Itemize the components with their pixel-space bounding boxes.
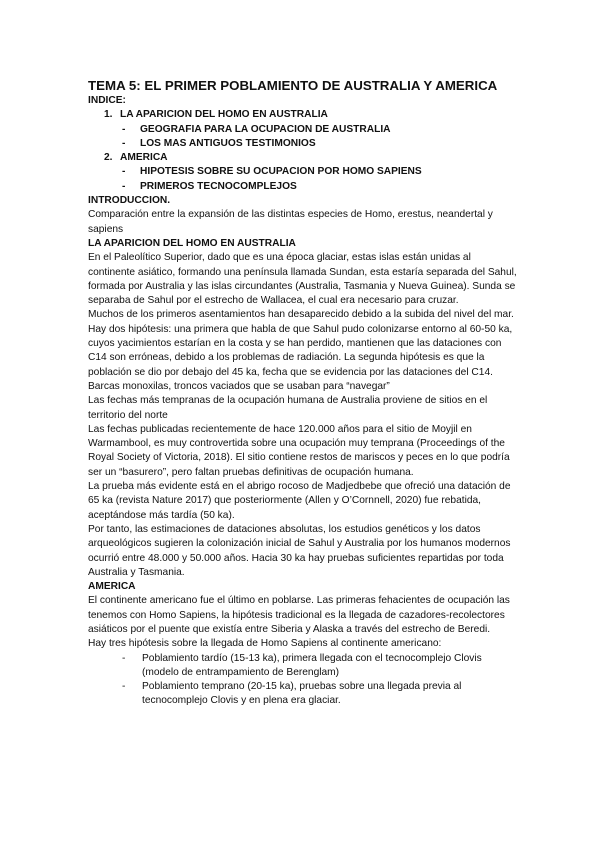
paragraph: Muchos de los primeros asentamientos han desaparecido debido a la subida del nivel del mar. Hay dos hipótesis: una primera que habla de que Sahul pudo colonizarse entorno al 60-50 ka, cuyos yacimientos estarían en la costa y se han perdido, mantienen que las dataciones con C14 son erróneas, debido a los problemas de radiación. La segunda hipótesis es que la población se dio por debajo del 45 ka, fecha que se evidencia por las dataciones del C14. bbox=[88, 309, 514, 378]
index-item-label: AMERICA bbox=[120, 152, 168, 164]
index-subitem-label: LOS MAS ANTIGUOS TESTIMONIOS bbox=[140, 137, 316, 149]
dash-bullet: - bbox=[122, 180, 126, 192]
document-body bbox=[88, 77, 518, 709]
list-item-text: Poblamiento temprano (20-15 ka), pruebas sobre una llegada previa al tecnocomplejo Clovis y en plena era glaciar. bbox=[142, 681, 462, 707]
dash-bullet: - bbox=[122, 137, 126, 149]
index-subitem bbox=[88, 123, 518, 137]
index-subitem-label: HIPOTESIS SOBRE SU OCUPACION POR HOMO SAPIENS bbox=[140, 166, 422, 178]
paragraph: Barcas monoxilas, troncos vaciados que se usaban para “navegar” bbox=[88, 380, 390, 392]
america-heading: AMERICA bbox=[88, 581, 136, 593]
paragraph: Las fechas más tempranas de la ocupación humana de Australia proviene de sitios en el territorio del norte bbox=[88, 395, 488, 421]
dash-bullet: - bbox=[122, 681, 126, 693]
dash-bullet: - bbox=[122, 166, 126, 178]
hypothesis-list bbox=[88, 652, 518, 709]
paragraph: El continente americano fue el último en poblarse. Las primeras fehacientes de ocupación las tenemos con Homo Sapiens, la hipótesis tradicional es la llegada de cazadores-recolectores asiáticos por el puente que existía entre Siberia y Alaska a través del estrecho de Beredi. bbox=[88, 595, 510, 635]
intro-heading: INTRODUCCION. bbox=[88, 195, 171, 207]
index-sublist bbox=[88, 165, 518, 194]
index-number: 1. bbox=[104, 109, 113, 121]
dash-bullet: - bbox=[122, 123, 126, 135]
index-sublist bbox=[88, 123, 518, 152]
list-item-text: Poblamiento tardío (15-13 ka), primera llegada con el tecnocomplejo Clovis (modelo de entrampamiento de Berenglam) bbox=[142, 652, 482, 678]
paragraph: Hay tres hipótesis sobre la llegada de Homo Sapiens al continente americano: bbox=[88, 638, 442, 650]
index-subitem bbox=[88, 165, 518, 179]
index-item-label: LA APARICION DEL HOMO EN AUSTRALIA bbox=[120, 109, 328, 121]
index-heading: INDICE: bbox=[88, 95, 126, 106]
intro-paragraph: Comparación entre la expansión de las distintas especies de Homo, erestus, neandertal y sapiens bbox=[88, 209, 493, 235]
index-item bbox=[88, 151, 518, 194]
list-item bbox=[88, 652, 518, 681]
paragraph: En el Paleolítico Superior, dado que es una época glaciar, estas islas están unidas al continente asiático, formando una península llamada Sundan, esta estaría separada del Sahul, formada por Australia y las islas circundantes (Australia, Tasmania y Nueva Guinea). Sunda se separaba de Sahul por el estrecho de Wallacea, el cual era necesario para cruzar. bbox=[88, 252, 517, 307]
index-subitem bbox=[88, 137, 518, 151]
index-list bbox=[88, 108, 518, 194]
document-title: TEMA 5: EL PRIMER POBLAMIENTO DE AUSTRALIA Y AMERICA bbox=[88, 78, 498, 93]
dash-bullet: - bbox=[122, 652, 126, 664]
index-number: 2. bbox=[104, 152, 113, 164]
index-subitem bbox=[88, 180, 518, 194]
australia-heading: LA APARICION DEL HOMO EN AUSTRALIA bbox=[88, 237, 296, 249]
index-subitem-label: GEOGRAFIA PARA LA OCUPACION DE AUSTRALIA bbox=[140, 123, 391, 135]
paragraph: La prueba más evidente está en el abrigo rocoso de Madjedbebe que ofreció una datación de 65 ka (revista Nature 2017) que posteriormente (Allen y O’Cornnell, 2020) fue rebatida, aceptándose más tardía (50 ka). bbox=[88, 481, 511, 521]
paragraph: Las fechas publicadas recientemente de hace 120.000 años para el sitio de Moyjil en Warmambool, es muy controvertida sobre una ocupación muy temprana (Proceedings of the Royal Society of Victoria, 2018). El sitio contiene restos de mariscos y peces en lo que podría ser un “basurero”, pero faltan pruebas definitivas de ocupación humana. bbox=[88, 423, 510, 478]
paragraph: Por tanto, las estimaciones de dataciones absolutas, los estudios genéticos y los datos arqueológicos sugieren la colonización inicial de Sahul y Australia por los humanos modernos ocurrió entre 48.000 y 50.000 años. Hacia 30 ka hay pruebas suficientes repartidas por toda Australia y Tasmania. bbox=[88, 523, 511, 578]
index-subitem-label: PRIMEROS TECNOCOMPLEJOS bbox=[140, 180, 297, 192]
list-item bbox=[88, 680, 518, 709]
index-item bbox=[88, 108, 518, 151]
